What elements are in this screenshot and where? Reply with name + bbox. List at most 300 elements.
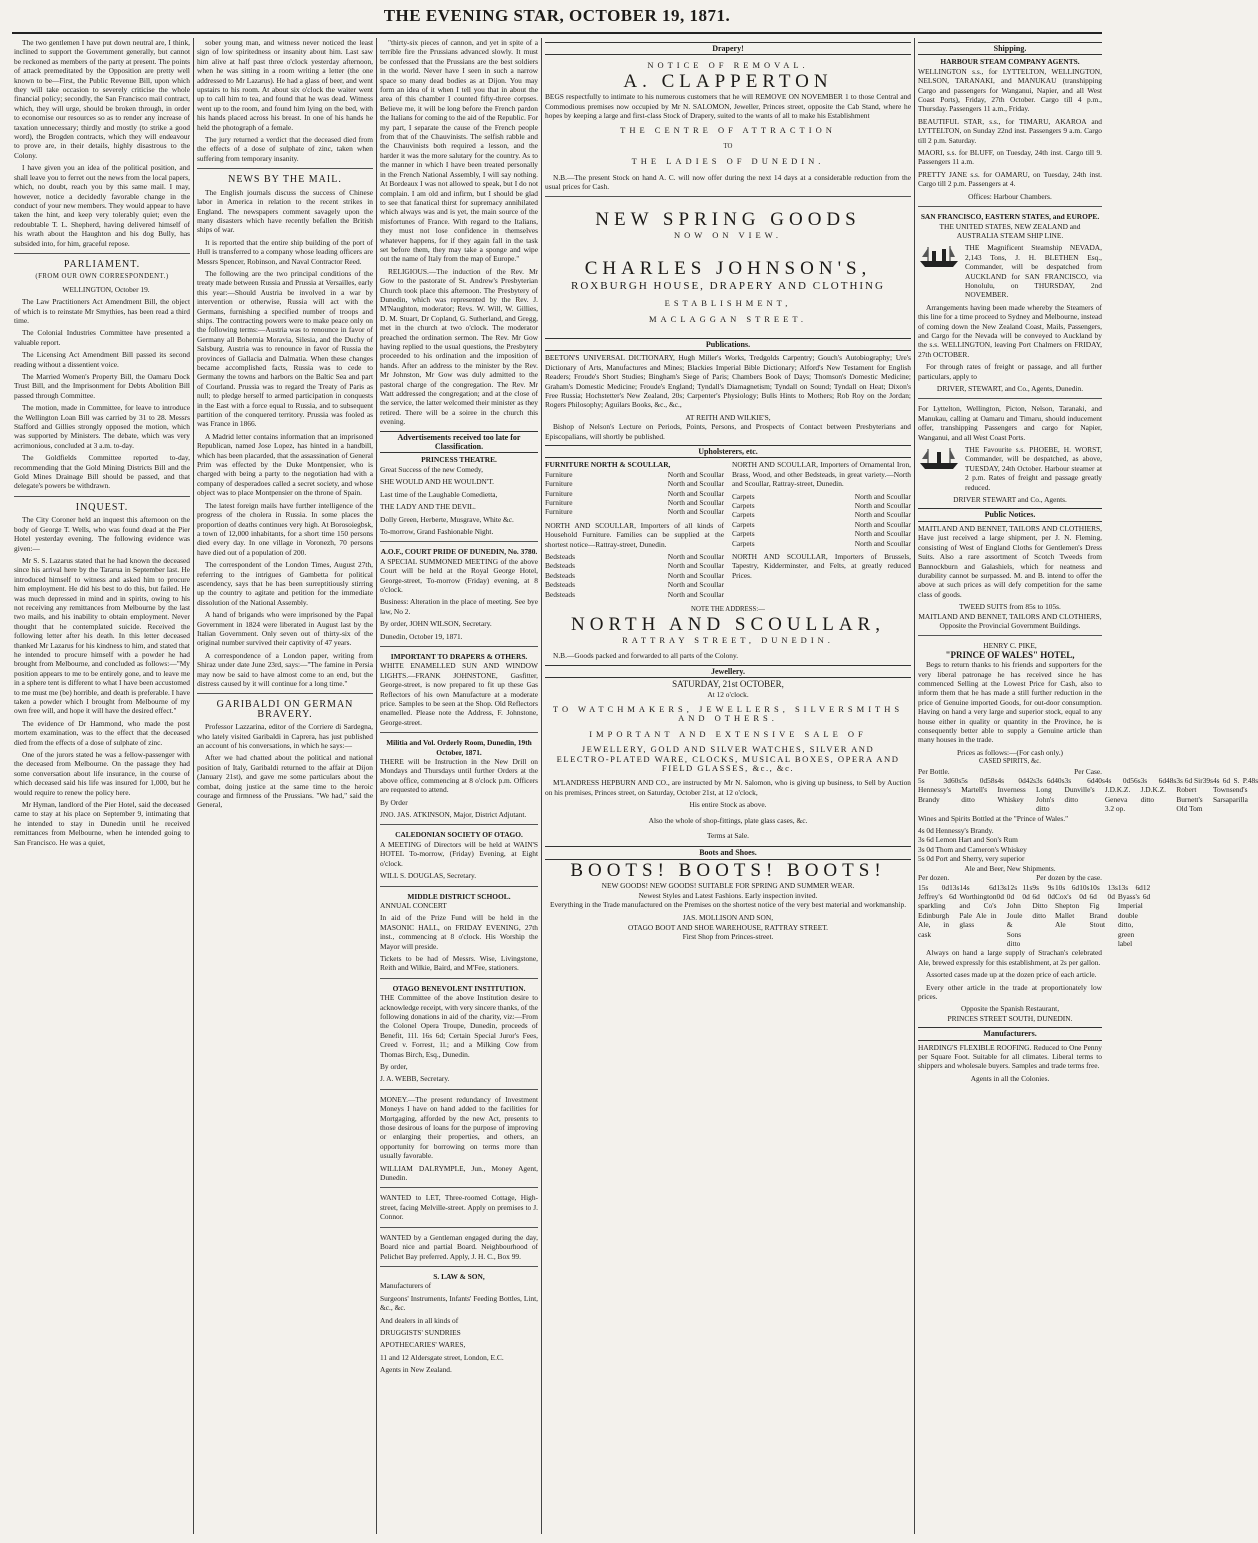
ad-line: Dunedin, October 19, 1871. xyxy=(380,631,463,641)
masthead: THE EVENING STAR, OCTOBER 19, 1871. xyxy=(383,6,731,25)
divider xyxy=(918,398,1102,399)
price-item: 4s 0d Inverness Whiskey xyxy=(997,776,1026,804)
divider xyxy=(380,541,538,542)
also-stock: Always on hand a large supply of Strachan's celebrated Ale, brewed expressly for this establishment, at 2s per gallon. xyxy=(918,948,1102,967)
late-ads-heading: Advertisements received too late for Classification. xyxy=(380,431,538,454)
harbour-heading: HARBOUR STEAM COMPANY AGENTS. xyxy=(940,57,1080,67)
ad-block xyxy=(380,892,538,973)
carpets-rows xyxy=(732,492,911,548)
row-item: Bedsteads xyxy=(545,589,575,599)
shop-fittings: Also the whole of shop-fittings, plate glass cases, &c. xyxy=(648,815,808,825)
article-paragraph: The City Coroner held an inquest this afternoon on the body of George T. Wells, who was found dead at the Pier Hotel yesterday evening. The following evidence was given:— xyxy=(14,515,190,553)
ad-block xyxy=(380,1272,538,1375)
row-vendor: North and Scoullar xyxy=(667,469,724,479)
ad-line: Great Success of the new Comedy, xyxy=(380,464,483,474)
boots-line: Newest Styles and Latest Fashions. Early inspection invited. xyxy=(638,890,818,900)
list-row xyxy=(732,529,911,538)
price-value: 9s 0d xyxy=(1047,882,1055,901)
price-item: 3s 6d Sir Robert Burnett's Old Tom xyxy=(1176,776,1203,814)
column-2 xyxy=(197,38,373,1534)
price-row xyxy=(997,776,1036,814)
ad-line: J. A. WEBB, Secretary. xyxy=(380,1074,450,1084)
boots-line: Everything in the Trade manufactured on the Premises on the shortest notice of the very best material and workmanship. xyxy=(549,900,907,909)
divider xyxy=(380,886,538,887)
sf-heading: SAN FRANCISCO, EASTERN STATES, and EUROPE. xyxy=(920,212,1100,222)
furniture-title: FURNITURE NORTH & SCOULLAR, xyxy=(545,460,671,470)
column-3 xyxy=(380,38,538,1534)
article-paragraph: Mr Hyman, landlord of the Pier Hotel, said the deceased came to stay at his place on September 9, intimating that he intended to stay in Dunedin until he received remittances from Melbourne, when he intended going to San Francisco. He was a quiet, xyxy=(14,800,190,847)
price-row xyxy=(1118,883,1150,949)
row-vendor: North and Scoullar xyxy=(667,570,724,580)
price-item: 4s 0d J.D.K.Z. Geneva 3.2 op. xyxy=(1104,776,1131,814)
divider xyxy=(380,1227,538,1228)
article-paragraph: The Goldfields Committee reported to-day, recommending that the Gold Mining Districts Bill and the Gold Mines Drainage Bill should be passed, and that delegate's powers be withdrawn. xyxy=(14,453,190,491)
price-item: 15s 0d Jeffrey's sparkling Edinburgh Ale, in cask xyxy=(918,882,950,939)
ad-line: WANTED by a Gentleman engaged during the day, Board nice and partial Board. Neighbourhood of Pelichet Bay preferred. Apply, J. H. C., Box 99. xyxy=(380,1232,538,1261)
ad-block xyxy=(380,1233,538,1261)
price-value: 40s xyxy=(1054,776,1065,786)
divider xyxy=(918,635,1102,636)
ship-notice: BEAUTIFUL STAR, s.s., for TIMARU, AKAROA and LYTTELTON, on Sunday 22nd inst. Passengers 9 a.m. Cargo till 2 p.m. Saturday. xyxy=(918,116,1102,145)
rattray-line: RATTRAY STREET, DUNEDIN. xyxy=(622,634,834,645)
nevada-notice xyxy=(918,243,1102,299)
assorted-text: Assorted cases made up at the dozen price of each article. xyxy=(926,970,1097,980)
article-paragraph: sober young man, and witness never noticed the least sign of low spiritedness or insanity about him. Last saw him alive at half past three o'clock yesterday afternoon, when he was sitting in a room writing a letter (the one addressed to Mr Lazarus). He had a glass of beer, and went upstairs to his room. At about six o'clock the waiter went up to call him to tea, and found that he was dead. Witness went up to the room, and found him lying on the bed, with his hands placed across his breast. In one of his hands he held the photograph of a female. xyxy=(197,38,373,132)
ad-line: 11 and 12 Aldersgate street, London, E.C. xyxy=(380,1352,504,1362)
note-address: NOTE THE ADDRESS:— xyxy=(691,606,765,614)
column-divider xyxy=(914,38,915,1534)
ad-block xyxy=(380,455,538,536)
shipping-heading: Shipping. xyxy=(918,42,1102,55)
price-row xyxy=(1036,776,1064,814)
price-item: 10s 6d Fig Brand Stout xyxy=(1089,882,1108,930)
ad-line: A MEETING of Directors will be held at WAIN'S HOTEL To-morrow, (Friday) Evening, at Eight o'clock. xyxy=(380,839,538,868)
article-paragraph: One of the jurors stated he was a fellow-passenger with the deceased from Melbourne. On the passage they had some conversation about life insurance, in the course of which deceased said his life was insured for 1,000, but he would require to renew the policy here. xyxy=(14,750,190,797)
ladies-line: THE LADIES OF DUNEDIN. xyxy=(631,156,825,167)
tweed-line: TWEED SUITS from 85s to 105s. xyxy=(959,602,1061,612)
at12-line: At 12 o'clock. xyxy=(707,689,749,699)
important-line: IMPORTANT AND EXTENSIVE SALE OF xyxy=(589,728,867,739)
divider xyxy=(380,1187,538,1188)
first-shop-line: First Shop from Princes-street. xyxy=(682,932,774,942)
garibaldi-heading: GARIBALDI ON GERMAN BRAVERY. xyxy=(216,699,354,720)
article-paragraph: The Colonial Industries Committee have presented a valuable report. xyxy=(14,328,190,347)
divider xyxy=(380,732,538,733)
ornamental-text: NORTH AND SCOULLAR, Importers of Ornamental Iron, Brass, Wood, and other Bedsteads, in great variety.—North and Scoullar, Rattray-street, Dunedin. xyxy=(732,460,911,489)
article-paragraph: WELLINGTON, October 19. xyxy=(62,284,150,294)
price-value: 13s 0d xyxy=(1107,882,1118,901)
ship-notice: WELLINGTON s.s., for LYTTELTON, WELLINGTON, NELSON, TARANAKI, and MANUKAU (transhipping Cargo and passengers for Wanganui, Napier, and all West Coast Ports), Friday, 27th October. Cargo till 4 p.m., Thursday. Passengers 11 a.m., Friday. xyxy=(918,66,1102,114)
price-header: Per Bottle. Per Case. xyxy=(918,766,1102,776)
steamship-icon xyxy=(918,243,960,269)
ad-title: S. LAW & SON, xyxy=(433,1271,485,1281)
ad-line: DRUGGISTS' SUNDRIES xyxy=(380,1327,461,1337)
ad-block xyxy=(380,652,538,727)
ad-line: WILLIAM DALRYMPLE, Jun., Money Agent, Dunedin. xyxy=(380,1163,538,1183)
nb-text: N.B.—The present Stock on hand A. C. will now offer during the next 14 days at a considerable reduction from the usual prices for Cash. xyxy=(545,172,911,192)
parliament-subheading: (FROM OUR OWN CORRESPONDENT.) xyxy=(35,273,169,281)
roxburgh-line: ROXBURGH HOUSE, DRAPERY AND CLOTHING xyxy=(571,279,885,292)
price-rows xyxy=(918,776,1258,814)
list-row xyxy=(545,489,724,498)
ad-line: THERE will be Instruction in the New Drill on Mondays and Thursdays until further Orders at the above office, commencing at 8 o'clock p.m. Officers are requested to attend. xyxy=(380,757,538,795)
article-paragraph: The English journals discuss the success of Chinese labor in America in relation to the recent strikes in England. The newspapers comment savagely upon the many disasters which have recently befallen the British ships of war. xyxy=(197,187,373,235)
ad-line: By Order xyxy=(380,797,408,807)
row-item: Furniture xyxy=(545,469,573,479)
price-row xyxy=(1007,883,1033,949)
divider xyxy=(380,824,538,825)
ad-block xyxy=(380,830,538,880)
ad-line: To-morrow, Grand Fashionable Night. xyxy=(380,526,494,536)
reith-sub: Bishop of Nelson's Lecture on Periods, Points, Persons, and Prospects of Contact between Presbyterians and Episcopalians, will shortly be published. xyxy=(545,422,911,441)
price-list xyxy=(918,766,1258,814)
price-row xyxy=(918,776,961,814)
price-row xyxy=(1055,883,1090,949)
price-item: 14s 6d Worthington and Co's Pale Ale in glass xyxy=(959,882,997,930)
row-vendor: North and Scoullar xyxy=(667,561,724,571)
mollison-line: JAS. MOLLISON AND SON, xyxy=(682,913,774,923)
saturday-line: SATURDAY, 21st OCTOBER, xyxy=(672,679,784,690)
price-item: 3s 6d Long John's ditto xyxy=(1036,776,1055,814)
ad-block xyxy=(380,547,538,641)
list-row xyxy=(545,479,724,488)
terms-line: Terms at Sale. xyxy=(707,830,749,840)
ad-line: Last time of the Laughable Comedietta, xyxy=(380,489,498,499)
wine-row: 4s 0d Hennessy's Brandy. xyxy=(918,826,994,836)
clapperton-name: A. CLAPPERTON xyxy=(623,70,833,92)
price-value: 13s 6d xyxy=(949,882,960,901)
ad-line: SHE WOULD AND HE WOULDN'T. xyxy=(380,477,495,487)
article-paragraph: The Licensing Act Amendment Bill passed its second reading without a dissentient voice. xyxy=(14,350,190,369)
price-row xyxy=(1213,776,1258,814)
column-divider xyxy=(376,38,377,1534)
us-line: THE UNITED STATES, NEW ZEALAND and AUSTRALIA STEAM SHIP LINE. xyxy=(939,221,1081,240)
divider xyxy=(197,693,373,694)
driver2-line: DRIVER STEWART and Co., Agents. xyxy=(953,495,1067,505)
ale-header: Per dozen. Per dozen by the case. xyxy=(918,873,1102,883)
article-paragraph: I have given you an idea of the political position, and shall leave you to ferret out the news from the local papers, which, no doubt, reach you by this same mail. I may, however, notice a decidedly favorable change in the conduct of your new members. They would appear to have taken the hint, and keep very tolerably quiet; even the redoubtable T. L. Shepherd, having delivered himself of his wrath about the Haughton and his dog Bully, has subsided into, for him, graceful repose. xyxy=(14,163,190,248)
row-vendor: North and Scoullar xyxy=(854,538,911,548)
nevada-text-2: Arrangements having been made whereby the Steamers of this line for a time proceed to Sydney and Melbourne, instead of coming down the New Zealand Coast, Mails, Passengers, and Cargo for the Nevada will be conveyed to Auckland by the s.s. WELLINGTON, leaving Port Chalmers on FRIDAY, 27th OCTOBER. xyxy=(918,302,1102,359)
jewellery-heading: Jewellery. xyxy=(545,665,911,678)
row-vendor: North and Scoullar xyxy=(667,589,724,599)
column-1 xyxy=(14,38,190,1534)
ad-line: Agents in New Zealand. xyxy=(380,1365,452,1375)
price-item: 10s 6d Cox's Shepton Mallet Ale xyxy=(1054,882,1080,930)
ad-line: By order, xyxy=(380,1062,408,1071)
wine-row: 5s 0d Port and Sherry, very superior xyxy=(918,854,1025,864)
harding-text: HARDING'S FLEXIBLE ROOFING. Reduced to One Penny per Square Foot. Suitable for all climates. Liberal terms to shippers and wholesale buyers. Samples and trade terms free. xyxy=(918,1042,1102,1071)
column-divider xyxy=(193,38,194,1534)
article-paragraph: The following are the two principal conditions of the treaty made between Russia and Prussia at Versailles, early this year:—Should Austria be involved in a war by intervention or otherwise, Russia will act with the Germans, furnishing a specified number of troops and ships. The contracting powers were to make peace only on the following terms:—Austria was to renounce in favor of Germany all Bohemia Moravia, Silesia, and the Duchy of Salsburg. Austria was to renounce in favor of Russia the provinces of Gallacia and Dalmatia. When these changes became accomplished facts, Russia was to cede to Germany the towns and harbors on the Baltic Sea and part of Courland. Prussia was to regard the Treaty of Paris as null; to pledge herself to armed participation in conquests in the East with a force equal to Russia, and to subsequent partition of the conquered territory. Prussia was fooled as was France in 1866. xyxy=(197,268,373,429)
list-row xyxy=(732,510,911,519)
importers-text: NORTH AND SCOULLAR, Importers of all kinds of Household Furniture. Families can be supplied at the shortest notice—Rattray-street, Dunedin. xyxy=(545,520,724,549)
ad-title: A.O.F., COURT PRIDE OF DUNEDIN, No. 3780. xyxy=(380,547,538,557)
ad-title: IMPORTANT TO DRAPERS & OTHERS. xyxy=(390,651,528,661)
article-paragraph: A correspondence of a London paper, writing from Shiraz under date June 23rd, says:—"The famine in Persia may now be said to have almost come to an end, but the distress caused by it will continue for a long time." xyxy=(197,650,373,688)
list-row xyxy=(732,492,911,501)
divider xyxy=(14,253,190,254)
article-paragraph: The jury returned a verdict that the deceased died from the effects of a dose of sulphate of zinc, taken when suffering from temporary insanity. xyxy=(197,135,373,163)
wines-rows xyxy=(918,826,1102,864)
boots-big: BOOTS! BOOTS! BOOTS! xyxy=(570,859,886,881)
publications-heading: Publications. xyxy=(545,338,911,351)
list-row xyxy=(732,501,911,510)
divider xyxy=(197,168,373,169)
row-vendor: North and Scoullar xyxy=(854,519,911,529)
price-value: 48s xyxy=(1247,776,1258,786)
list-row xyxy=(545,470,724,479)
princes-st-line: PRINCES STREET SOUTH, DUNEDIN. xyxy=(947,1013,1073,1023)
list-row xyxy=(545,507,724,516)
removal-notice: NOTICE OF REMOVAL. xyxy=(647,60,809,71)
row-item: Carpets xyxy=(732,501,755,510)
divider xyxy=(918,206,1102,207)
divider xyxy=(545,196,911,197)
column-5 xyxy=(918,38,1258,1534)
price-row xyxy=(1141,776,1177,814)
price-item: 5s 0d Martell's ditto xyxy=(961,776,988,804)
list-row xyxy=(545,580,724,589)
establishment-line: ESTABLISHMENT, xyxy=(664,298,792,309)
ad-title: Militia and Vol. Orderly Room, Dunedin, 19th October, 1871. xyxy=(386,738,532,757)
price-row xyxy=(959,883,1006,949)
spring-goods-title: NEW SPRING GOODS xyxy=(595,209,861,231)
ad-line: JNO. JAS. ATKINSON, Major, District Adjutant. xyxy=(380,810,527,820)
list-row xyxy=(545,552,724,561)
manufacturers-heading: Manufacturers. xyxy=(918,1027,1102,1040)
ad-line: Manufacturers of xyxy=(380,1281,432,1291)
ad-line: MONEY.—The present redundancy of Investment Moneys I have on hand added to the facilities for Mortgaging, afforded by the new Act, presents to those desirous of loans for the purpose of improving or enlarging their properties, and others, an opportunity for borrowing on terms more than usually favorable. xyxy=(380,1094,538,1161)
wines-line: Wines and Spirits Bottled at the "Prince of Wales." xyxy=(918,813,1069,823)
article-paragraph: The evidence of Dr Hammond, who made the post mortem examination, was to the effect that the deceased died from the effects of a dose of sulphate of zinc. xyxy=(14,718,190,747)
otago-boot-line: OTAGO BOOT AND SHOE WAREHOUSE, RATTRAY STREET. xyxy=(627,922,829,932)
list-row xyxy=(545,571,724,580)
watchmakers-line: TO WATCHMAKERS, JEWELLERS, SILVERSMITHS AND OTHERS. xyxy=(552,703,904,724)
row-item: Carpets xyxy=(732,491,755,501)
cased-heading: CASED SPIRITS, &c. xyxy=(979,758,1041,766)
list-row xyxy=(545,561,724,570)
row-item: Carpets xyxy=(732,510,755,520)
price-row xyxy=(918,883,959,949)
article-paragraph: After we had chatted about the political and national position of Italy, Garibaldi returned to the affair at Dijon (January 21st), and gave me some particulars about the combat, doing justice at the same time to the heroic courage and firmness of the Prussians. "We had," said the General, xyxy=(197,753,373,810)
price-row xyxy=(961,776,997,814)
maitland-text: MAITLAND AND BENNET, TAILORS AND CLOTHIERS, Have just received a large shipment, per J. N. Fleming, consisting of West of England Cloths for Gentlemen's Dress Suits. Also a rare assortment of Scotch Tweeds from Bannockburn and Galashiels, which for neatness and durability cannot be surpassed. M. and B. intend to offer the above at such prices as will defy competition for the same class of goods. xyxy=(918,523,1102,599)
agents-line: Agents in all the Colonies. xyxy=(970,1073,1050,1083)
article-paragraph: Professor Lazzarina, editor of the Corriere di Sardegna, who lately visited Garibaldi in Caprera, has just published an account of his conversations, in which he says:— xyxy=(197,722,373,751)
ad-line: WHITE ENAMELLED SUN AND WINDOW LIGHTS.—FRANK JOHNSTONE, Gasfitter, George-street, is now prepared to fit up these Gas Reflectors of his own Manufacture at a moderate price. Samples to be seen at the Shop. Old Reflectors enamelled. Please note the Address, F. Johnstone, George-street. xyxy=(380,661,538,727)
article-paragraph: The latest foreign mails have further intelligence of the progress of the cholera in Russia. In some places the proportion of deaths continues very high. At Borosoiegbsk, a town of 12,000 inhabitants, for a short time 150 persons died every day. In one village in Voronezh, 70 persons have died out of a population of 200. xyxy=(197,500,373,557)
ale-rows xyxy=(918,882,1151,949)
offices-line: Offices: Harbour Chambers. xyxy=(968,191,1052,201)
list-row xyxy=(732,539,911,548)
ad-title: OTAGO BENEVOLENT INSTITUTION. xyxy=(392,983,526,993)
brussels-text: NORTH AND SCOULLAR, Importers of Brussels, Tapestry, Kidderminster, and Felts, at greatly reduced Prices. xyxy=(732,552,911,580)
every-other-text: Every other article in the trade at proportionately low prices. xyxy=(918,982,1102,1001)
row-vendor: North and Scoullar xyxy=(667,488,724,498)
row-vendor: North and Scoullar xyxy=(667,479,724,489)
row-vendor: North and Scoullar xyxy=(854,501,911,510)
price-item: 5s 3d Hennessy's Brandy xyxy=(918,776,951,804)
price-value: 58s xyxy=(987,776,998,786)
public-notices-heading: Public Notices. xyxy=(918,508,1102,521)
ad-line: THE Committee of the above Institution desire to acknowledge receipt, with very sincere thanks, of the following donations in aid of the charity, viz:—From the Colonel Opera Troupe, Dunedin, proceeds of Benefit, 11l. 16s 6d; Certain Special Juror's Fees, Creed v. Forrest, 1l.; and a Milking Cow from Thomas Birch, Esq., Dunedin. xyxy=(380,993,538,1059)
steamship-icon xyxy=(918,445,960,471)
row-vendor: North and Scoullar xyxy=(667,580,724,590)
divider xyxy=(380,1089,538,1090)
ad-block xyxy=(380,1095,538,1183)
row-item: Furniture xyxy=(545,507,573,517)
pike-text: Begs to return thanks to his friends and supporters for the very liberal patronage he has received since he has commenced Selling at the Lowest Price for Cash, also to inform them that he has made a still further reduction in the price of Genuine imported Goods, for out-door consumption. Having on hand a very large and superior stock, equal to any house either in quality or quantity in the Province, he is consequently better able to supply a Genuine article than many houses in the trade. xyxy=(918,660,1102,745)
ad-block xyxy=(380,1193,538,1221)
divider xyxy=(14,496,190,497)
divider xyxy=(380,978,538,979)
nevada-text-3: For through rates of freight or passage, and all further particulars, apply to xyxy=(918,362,1102,381)
bedsteads-rows xyxy=(545,552,724,599)
divider xyxy=(380,646,538,647)
column-divider xyxy=(541,38,542,1534)
mlandress-text: M'LANDRESS HEPBURN AND CO., are instructed by Mr N. Salomon, who is giving up business, to Sell by Auction on his premises, Princes street, on Saturday, October 21st, at 12 o'clock, xyxy=(545,778,911,797)
ad-line: WILL S. DOUGLAS, Secretary. xyxy=(380,871,477,881)
drapery-heading: Drapery! xyxy=(545,42,911,55)
list-row xyxy=(732,520,911,529)
ad-line: ANNUAL CONCERT xyxy=(380,900,447,910)
ad-title: CALEDONIAN SOCIETY OF OTAGO. xyxy=(395,830,523,840)
row-item: Bedsteads xyxy=(545,552,575,562)
driver-line: DRIVER, STEWART, and Co., Agents, Dunedin. xyxy=(936,384,1084,393)
price-item: 13s 6d Byass's Imperial double ditto, green label xyxy=(1117,882,1143,948)
ad-line: And dealers in all kinds of xyxy=(380,1315,459,1325)
article-paragraph: A Madrid letter contains information that an imprisoned Republican, named Jose Lopez, has hinted in a handbill, which has been placarded, that the assassination of General Prim was effected by the Duke Montpensier, who is charged with being a party to the negotiation had with a company of desperadoes called a secret society, and whose object was to place Montpensier on the throne of Spain. xyxy=(197,431,373,498)
list-row xyxy=(545,498,724,507)
row-item: Carpets xyxy=(732,529,755,539)
opposite-line: Opposite the Spanish Restaurant, xyxy=(960,1004,1060,1014)
ad-line: Tickets to be had of Messrs. Wise, Livingstone, Reith and Wilkie, Baird, and M'Fee, stationers. xyxy=(380,953,538,973)
ns-big: NORTH AND SCOULLAR, xyxy=(571,614,885,636)
upholsterers-heading: Upholsterers, etc. xyxy=(545,445,911,458)
article-paragraph: The Law Practitioners Act Amendment Bill, the object of which is to reinstate Mr Smythies, has been read a third time. xyxy=(14,297,190,325)
row-item: Bedsteads xyxy=(545,561,575,571)
price-value: 56s xyxy=(1130,776,1141,786)
maitland2-text: MAITLAND AND BENNET, TAILORS AND CLOTHIERS, Opposite the Provincial Government Buildings. xyxy=(918,611,1102,630)
nb2-text: N.B.—Goods packed and forwarded to all parts of the Colony. xyxy=(553,651,739,661)
ship-notice: PRETTY JANE s.s. for OAMARU, on Tuesday, 24th inst. Cargo till 2 p.m. Passengers at 4. xyxy=(918,169,1102,189)
masthead-rule xyxy=(12,32,1102,34)
price-value: 13s 0d xyxy=(996,882,1007,901)
parliament-heading: PARLIAMENT. xyxy=(63,258,141,270)
article-paragraph: The motion, made in Committee, for leave to introduce the Wellington Loan Bill was carried by 31 to 28. Messrs Stafford and Gillies strongly opposed the motion, which was supported by Ministers. The debate, which was very acrimonious, concluded at 3 a.m. to-day. xyxy=(14,403,190,450)
ad-line: THE LADY AND THE DEVIL. xyxy=(380,502,476,512)
article-paragraph: It is reported that the entire ship building of the port of Hull is transferred to a company whose leading officers are Messrs Spencer, Robinson, and Naval Contractor Reed. xyxy=(197,237,373,266)
row-vendor: North and Scoullar xyxy=(667,507,724,517)
upholsterers-grid xyxy=(545,460,911,599)
row-vendor: North and Scoullar xyxy=(854,510,911,520)
pike-line: HENRY C. PIKE, xyxy=(983,641,1037,651)
price-value: 11s 0d xyxy=(1022,882,1033,901)
to-line: TO xyxy=(723,142,733,150)
price-row xyxy=(1089,883,1117,949)
ship-notice: MAORI, s.s. for BLUFF, on Tuesday, 24th inst. Cargo till 9. Passengers 11 a.m. xyxy=(918,148,1102,167)
price-row xyxy=(1032,883,1055,949)
ad-line: A SPECIAL SUMMONED MEETING of the above Court will be held at the Royal George Hotel, George-street, To-morrow (Friday) evening, at 8 o'clock. xyxy=(380,556,538,594)
row-vendor: North and Scoullar xyxy=(854,491,911,501)
row-item: Bedsteads xyxy=(545,580,575,590)
article-paragraph: A hand of brigands who were imprisoned by the Papal Government in 1824 were liberated in August last by the Italian Government. Only seven out of thirty-six of the original number survived their captivity of 47 years. xyxy=(197,610,373,648)
article-paragraph: The correspondent of the London Times, August 27th, referring to the intrigues of Gambetta for political ascendency, says that he has been surreptitiously stirring up the country to agitate and petition for the immediate dissolution of the National Assembly. xyxy=(197,560,373,607)
price-item: 9s 6d Ditto ditto xyxy=(1032,882,1048,920)
price-value: 60s xyxy=(950,776,962,786)
inquest-heading: INQUEST. xyxy=(75,501,129,513)
price-value: 48s xyxy=(1166,776,1177,786)
price-row xyxy=(1105,776,1141,814)
ad-line: Dolly Green, Herberte, Musgrave, White &c. xyxy=(380,514,514,524)
price-item: 4s 6d S. P. Townsend's Sarsaparilla xyxy=(1212,776,1248,804)
ad-block xyxy=(380,984,538,1084)
price-item: 3s 6d Dunville's ditto xyxy=(1064,776,1095,804)
price-value: 42s xyxy=(1025,776,1037,786)
ad-line: In aid of the Prize Fund will be held in the MASONIC HALL, on FRIDAY EVENING, 27th inst., commencing at 8 o'clock. His Worship the Mayor will preside. xyxy=(380,913,538,951)
now-on-view: NOW ON VIEW. xyxy=(673,229,783,240)
price-row xyxy=(1065,776,1105,814)
article-paragraph: The two gentlemen I have put down neutral are, I think, inclined to support the Government generally, but cannot be reckoned as members of the party at present. The points of attack premeditated by the Opposition are pretty well known to be—First, the Public Revenue Bill, upon which they will take occasion to severely criticise the whole financial policy; secondly, the San Francisco mail contract, which, they will urge, should be broken through, in order to economise our resources so as to render any increase of taxation unnecessary; thirdly and mostly (to strike a good word), the Brogden contracts, which they will endeavour to prove are, in their details, highly disastrous to the Colony. xyxy=(14,38,190,160)
jewellery-line: JEWELLERY, GOLD AND SILVER WATCHES, SILVER AND ELECTRO-PLATED WARE, CLOCKS, MUSICAL BOXES, OPERA AND FIELD GLASSES, &c., &c. xyxy=(556,744,900,773)
price-value: 39s xyxy=(1202,776,1213,786)
ad-line: APOTHECARIES' WARES, xyxy=(380,1340,466,1350)
ad-title: MIDDLE DISTRICT SCHOOL. xyxy=(407,891,511,901)
price-row xyxy=(1176,776,1213,814)
column-4 xyxy=(545,38,911,1534)
johnson-name: CHARLES JOHNSON'S, xyxy=(584,258,872,280)
row-item: Furniture xyxy=(545,498,573,507)
boots-line: NEW GOODS! NEW GOODS! SUITABLE FOR SPRING AND SUMMER WEAR. xyxy=(601,881,855,891)
phoebe-notice xyxy=(918,445,1102,492)
wine-row: 3s 6d Lemon Hart and Son's Rum xyxy=(918,835,1018,845)
price-value: 40s xyxy=(1094,776,1105,786)
clapperton-text: BEGS respectfully to intimate to his numerous customers that he will REMOVE ON NOVEMBER 1 to those Central and Commodious premises now occupied by Mr N. SALOMON, Jeweller, Princes street, opposite the Cab Stand, where he hopes by keeping a large and first-class Stock of Drapery, suited to the wants of all to make his Establishment xyxy=(545,92,911,121)
ad-block xyxy=(380,738,538,819)
wine-row: 3s 0d Thom and Cameron's Whiskey xyxy=(918,844,1027,854)
row-vendor: North and Scoullar xyxy=(667,552,724,562)
ad-line: WANTED to LET, Three-roomed Cottage, High-street, facing Melville-street. Apply on premises to J. Connor. xyxy=(380,1193,538,1222)
price-value: 10s 0d xyxy=(1079,882,1090,901)
publications-text: BEETON'S UNIVERSAL DICTIONARY, Hugh Miller's Works, Tredgolds Carpentry; Gouch's Autobiography; Ure's Dictionary of Arts, Manufactures and Mines; Blackies Imperial Bible Dictionary; Alford's New Testament for English Readers; Froude's Short Studies; Bingham's Siege of Paris; Chambers Book of Days; Thomson's Domestic Medicine; Graham's Domestic Medicine; Froude's England; Tyndall's Diamagnetism; Tyndall on Sound; Tyndall on Heat; Dixon's Free Russia; Hochstetter's New Zealand, 20s; Carpenter's Physiology; Bulls Hints to Mothers; Rob Roy on the Jordan; Rogers Philosophy; Aguilars Books, &c., &c., xyxy=(545,353,911,410)
late-ads-list xyxy=(380,455,538,1374)
article-paragraph: The Married Women's Property Bill, the Oamaru Dock Trust Bill, and the Imprisonment for Debts Abolition Bill passed through Committee. xyxy=(14,372,190,400)
upholsterers-right xyxy=(732,460,911,599)
ale-line: Ale and Beer, New Shipments. xyxy=(964,863,1056,873)
ale-list xyxy=(918,873,1151,948)
price-item: 3s 6d J.D.K.Z. ditto xyxy=(1140,776,1167,804)
article-paragraph: "thirty-six pieces of cannon, and yet in spite of a terrible fire the Prussians advanced slowly. It must be confessed that the Prussians are the best soldiers in the world. Never have I seen in such a narrow space so many dead bodies as at Dijon. You may form an idea of it when I tell you that in about the area of this chamber I counted fifty-three corpses. Believe me, it will be long before the French pardon the Italians for coming to the aid of the Republic. For my part, I separate the cause of the French people from that of the Chauvinists. The selfish rabble and the Chauvinists both required a lesson, and the harder it was the more salutary for the country. As to the manner in which I have been treated personally in the French National Assembly, I will say nothing. At Bordeaux I was not allowed to speak, but I do not complain. I am old and infirm, but I should be glad to see that fanatical thirst for supremacy annihilated which always was and is yet, the main source of the misfortunes of France. With regard to the Italians, they must not lose confidence in themselves whatever happens, for if they again fall in the task set before them, they may take a sponge and wipe out the name of Italy from the map of Europe." xyxy=(380,38,538,264)
row-item: Carpets xyxy=(732,519,755,529)
row-item: Carpets xyxy=(732,538,755,548)
mail-heading: NEWS BY THE MAIL. xyxy=(228,174,342,186)
ad-line: By order, JOHN WILSON, Secretary. xyxy=(380,619,492,629)
reith-line: AT REITH AND WILKIE'S, xyxy=(685,412,771,422)
divider xyxy=(380,1266,538,1267)
maclaggan-line: MACLAGGAN STREET. xyxy=(648,313,808,324)
article-paragraph: RELIGIOUS.—The induction of the Rev. Mr Gow to the pastorate of St. Andrew's Presbyterian Church took place this afternoon. The Presbytery of Dunedin, which was represented by the Rev. J. M'Naughton, moderator; Revs. W. Will, W. Gillies, D. M. Stuart, Dr Copland, G. Sutherland, and Gregg, met in the church at two o'clock. The moderator preached the ordination sermon. The Rev. Mr Gow having replied to the usual questions, the Presbytery proceeded to his ordination and the imposition of hands. After an address to the minister by the Rev. Mr Johnston, Mr Gow was duly admitted to the pastoral charge of the congregation. The Rev. Mr Watt addressed the congregation; and at the close of the service, the latter welcomed their minister as they retired. There will be a soiree in the church this evening. xyxy=(380,266,538,427)
prices-heading: Prices as follows:—(For cash only.) xyxy=(956,747,1064,757)
ad-title: PRINCESS THEATRE. xyxy=(421,455,497,465)
ad-line: Surgeons' Instruments, Infants' Feeding Bottles, Lint, &c., &c. xyxy=(380,1293,538,1313)
phoebe-text: THE Favourite s.s. PHOEBE, H. WORST, Commander, will be despatched, as above, TUESDAY, 24th October. Harbour steamer at 2 p.m. Rates of freight and passage greatly reduced. xyxy=(965,445,1102,492)
row-item: Furniture xyxy=(545,488,573,498)
upholsterers-left xyxy=(545,460,724,599)
price-value: 12 6d xyxy=(1142,882,1151,901)
price-item: 12s 0d John Joule & Sons ditto xyxy=(1006,882,1023,948)
article-paragraph: Mr S. S. Lazarus stated that he had known the deceased since his arrival here by the Tararua in September last. He introduced himself to witness and asked him to procure him employment. He did his best to do this, but failed. He was much depressed in mind and in spirits, owing to his not receiving any remittances from Melbourne by the last two mails, and his inability to obtain employment. Never thought that he contemplated suicide. Received the following letter after his death. In this letter deceased thanked Mr Lazarus for his kindness to him, and stated that he intended to procure himself with a powder he had brought from Melbourne, and concluded as follows:—"My position appears to me to be entirely gone, and to leave me in a sphere tent is different to what I have been accustomed to me must me (be) horrible, and death is preferable. I have taken a powder which I brought from Melbourne of my own free will, and hope it will have the desired effect." xyxy=(14,555,190,716)
